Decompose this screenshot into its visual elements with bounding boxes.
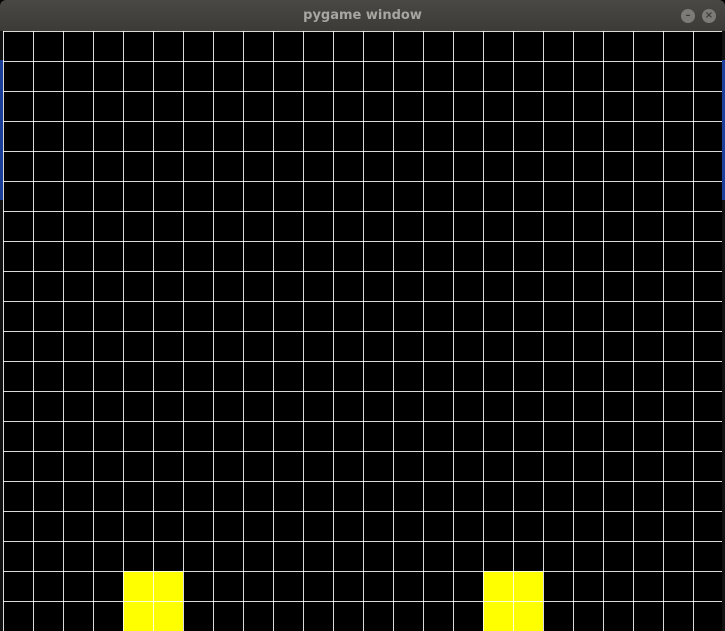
minimize-button[interactable]: –	[681, 9, 695, 23]
title-bar[interactable]	[0, 0, 725, 31]
close-button[interactable]: ×	[702, 9, 716, 23]
game-canvas[interactable]	[0, 31, 725, 631]
grid-lines	[0, 31, 725, 631]
window-title: pygame window	[303, 8, 422, 23]
left-edge-highlight	[0, 60, 3, 200]
